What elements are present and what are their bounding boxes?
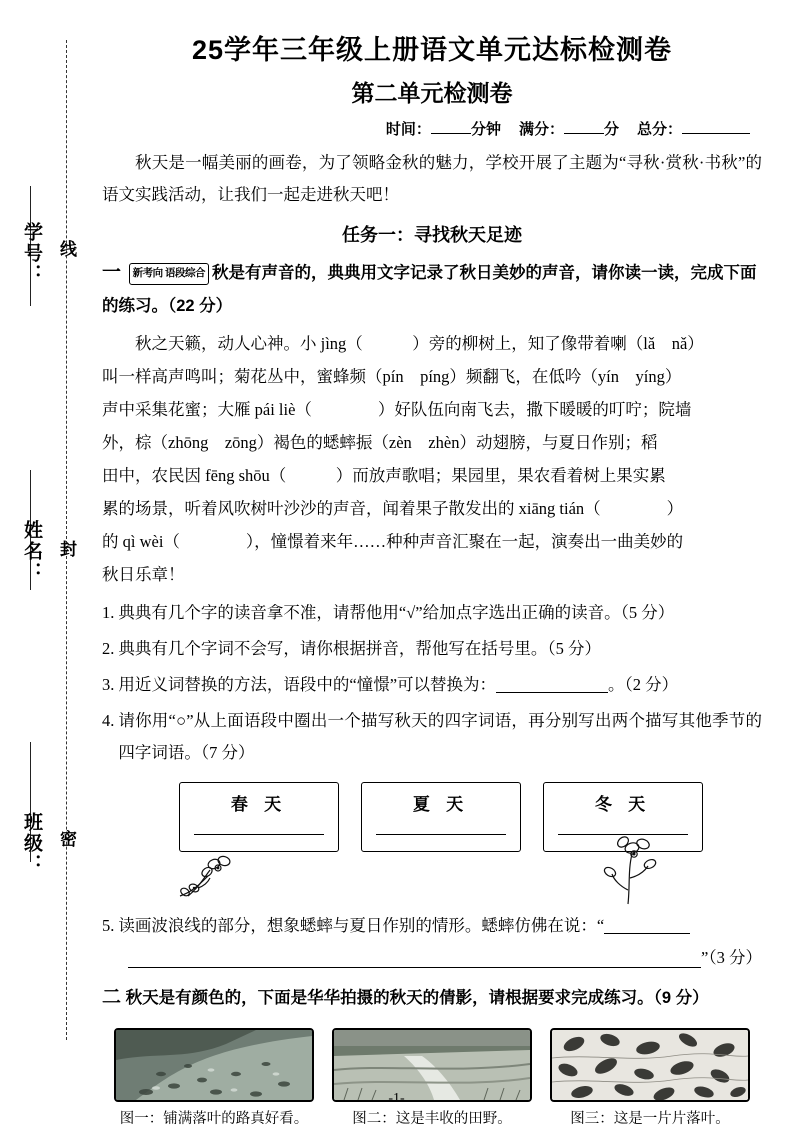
photo-item-2 <box>332 1028 532 1128</box>
student-info-strip <box>0 0 96 1121</box>
sub-question-5 <box>102 910 762 942</box>
intro-paragraph: 秋天是一幅美丽的画卷，为了领略金秋的魅力，学校开展了主题为“寻秋·赏秋·书秋”的语文实践活动，让我们一起走进秋天吧！ <box>102 153 762 205</box>
task-one-title: 任务一：寻找秋天足迹 <box>342 225 522 246</box>
question-2-number: 二 <box>102 986 122 1008</box>
question-2-heading <box>96 980 768 1016</box>
passage-line-4: 外，棕（zhōng zōng）褐色的蟋蟀振（zèn zhèn）动翅膀，与夏日作别；稻 <box>102 432 658 452</box>
field-class: 班级： <box>21 812 42 875</box>
sub-question-1-text: 典典有几个字的读音拿不准，请帮他用“√”给加点字选出正确的读音。（5 分） <box>118 602 675 622</box>
sub-question-1 <box>102 597 762 629</box>
photo-item-1 <box>114 1028 314 1128</box>
photo-caption-3: 图三：这是一片片落叶。 <box>570 1110 730 1127</box>
sub-question-list-2 <box>96 910 768 942</box>
sub-question-5-number: 5. <box>102 915 115 935</box>
time-field: 时间： 分钟 <box>385 121 501 138</box>
sub-question-2 <box>102 633 762 665</box>
season-label-spring: 春 天 <box>230 794 288 814</box>
sub-question-4-number: 4. <box>102 711 115 731</box>
sub-question-3-number: 3. <box>102 675 115 695</box>
passage-line-2: 叫一样高声鸣叫；菊花丛中，蜜蜂频（pín píng）频翻飞，在低吟（yín yíng） <box>102 366 682 386</box>
question-1-text: 秋是有声音的，典典用文字记录了秋日美妙的声音，请你读一读，完成下面的练习。 <box>102 264 757 316</box>
field-student-id: 学号： <box>21 222 42 285</box>
page-subtitle: 第二单元检测卷 <box>351 80 513 106</box>
photo-fallen-leaves-image <box>552 1030 748 1100</box>
sub-question-5-tail: ”（3 分） <box>701 947 762 967</box>
season-write-line-summer[interactable] <box>376 834 506 835</box>
passage-line-1: 秋之天籁，动人心神。小 jìng（ ）旁的柳树上，知了像带着喇（lǎ nǎ） <box>135 333 704 353</box>
field-name: 姓名： <box>21 520 42 583</box>
sub-question-3-text: 用近义词替换的方法，语段中的“憧憬”可以替换为： 。（2 分） <box>118 675 679 695</box>
photo-caption-2: 图二：这是丰收的田野。 <box>352 1110 512 1127</box>
paper-content <box>96 0 768 1128</box>
sub-question-3 <box>102 669 762 701</box>
answer-blank-q5-a[interactable] <box>604 933 690 934</box>
seal-mark-feng: 封 <box>57 540 76 559</box>
passage-line-6: 累的场景，听着风吹树叶沙沙的声音，闻着果子散发出的 xiāng tián（ ） <box>102 498 684 518</box>
photo-leaf-road-image <box>116 1030 312 1100</box>
photo-caption-1: 图一：铺满落叶的路真好看。 <box>119 1110 309 1127</box>
season-write-line-spring[interactable] <box>194 834 324 835</box>
sub-question-2-number: 2. <box>102 638 115 658</box>
answer-blank-q5-b[interactable] <box>128 967 701 968</box>
sub-question-5-text: 读画波浪线的部分，想象蟋蟀与夏日作别的情形。蟋蟀仿佛在说：“ <box>118 910 762 942</box>
sub-question-4 <box>102 705 762 769</box>
seal-mark-mi: 密 <box>57 830 76 849</box>
sub-question-2-text: 典典有几个字词不会写，请你根据拼音，帮他写在括号里。（5 分） <box>118 638 601 658</box>
photo-row <box>96 1028 768 1128</box>
passage-line-3: 声中采集花蜜；大雁 pái liè（ ）好队伍向南飞去，撒下暖暖的叮咛；院墙 <box>102 399 692 419</box>
total-score-field: 总分： <box>637 118 750 139</box>
season-box-spring[interactable] <box>179 782 339 852</box>
score-header <box>96 118 768 139</box>
season-box-summer[interactable] <box>361 782 521 852</box>
question-1-score: （22 分） <box>168 297 233 316</box>
photo-harvest-field-image <box>334 1030 530 1100</box>
seal-mark-line: 线 <box>57 240 76 259</box>
season-label-summer: 夏 天 <box>412 794 470 814</box>
passage-line-8: 秋日乐章！ <box>102 564 185 584</box>
passage-line-7: 的 qì wèi（ ），憧憬着来年……种种声音汇聚在一起，演奏出一曲美妙的 <box>102 531 684 551</box>
decoration-row <box>96 852 768 906</box>
question-1-number: 一 <box>102 262 122 284</box>
passage-line-5: 田中，农民因 fēng shōu（ ）而放声歌唱；果园里，果农看着树上果实累 <box>102 465 666 485</box>
flower-stem-icon <box>588 830 676 906</box>
answer-blank-q3[interactable] <box>496 692 608 693</box>
question-2-score: （9 分） <box>653 988 709 1007</box>
season-label-winter: 冬 天 <box>594 794 652 814</box>
sub-question-list <box>96 597 768 770</box>
sub-question-1-number: 1. <box>102 602 115 622</box>
full-score-field: 满分： 分 <box>518 121 619 138</box>
new-type-tag: 新考向 语段综合 <box>129 263 209 285</box>
flower-cluster-icon <box>174 848 270 902</box>
photo-item-3 <box>550 1028 750 1128</box>
page-number: -1- <box>388 1091 405 1106</box>
page-title: 25学年三年级上册语文单元达标检测卷 <box>191 35 673 65</box>
question-1-heading <box>96 255 768 322</box>
question-2-text: 秋天是有颜色的，下面是华华拍摄的秋天的倩影，请根据要求完成练习。 <box>125 988 654 1007</box>
sub-question-4-text: 请你用“○”从上面语段中圈出一个描写秋天的四字词语，再分别写出两个描写其他季节的四字词语。（7 分） <box>118 711 762 763</box>
reading-passage <box>96 327 768 591</box>
answer-blank-row-q5 <box>96 944 768 968</box>
